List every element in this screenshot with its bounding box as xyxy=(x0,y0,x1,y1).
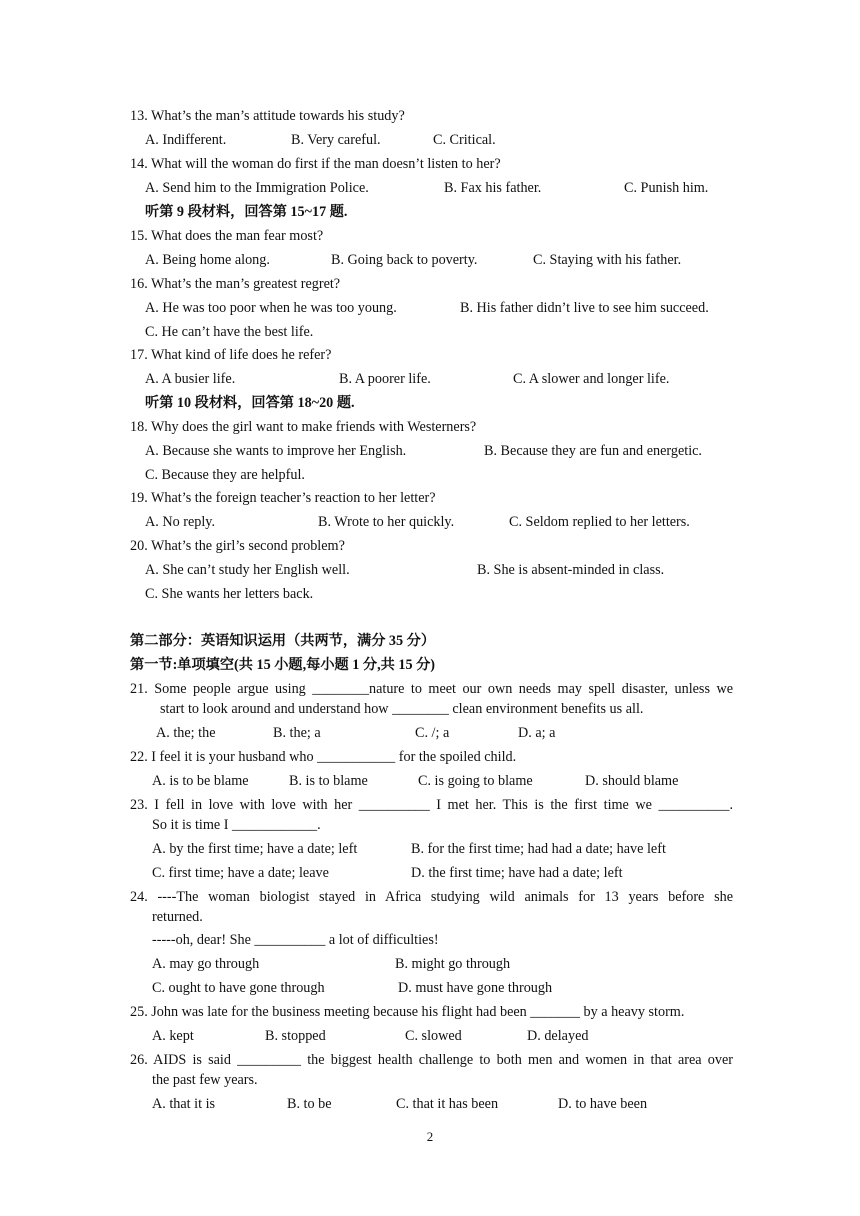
option-20a: A. She can’t study her English well. xyxy=(145,562,350,578)
option-22b: B. is to blame xyxy=(289,773,368,789)
question-19: 19. What’s the foreign teacher’s reaction to her letter? xyxy=(130,490,436,506)
option-25d: D. delayed xyxy=(527,1028,589,1044)
option-22d: D. should blame xyxy=(585,773,679,789)
option-14b: B. Fax his father. xyxy=(444,180,542,196)
option-18b: B. Because they are fun and energetic. xyxy=(484,443,702,459)
question-20: 20. What’s the girl’s second problem? xyxy=(130,538,345,554)
option-22c: C. is going to blame xyxy=(418,773,533,789)
option-13c: C. Critical. xyxy=(433,132,496,148)
option-20b: B. She is absent-minded in class. xyxy=(477,562,665,578)
question-26: 26. AIDS is said _________ the biggest health challenge to both men and women in that area over xyxy=(130,1052,733,1068)
option-20c: C. She wants her letters back. xyxy=(145,586,314,602)
section-heading-10: 听第 10 段材料，回答第 18~20 题. xyxy=(145,395,355,411)
question-23: 23. I fell in love with love with her __________ I met her. This is the first time we __________. xyxy=(130,797,733,813)
question-21: 21. Some people argue using ________nature to meet our own needs may spell disaster, unless we xyxy=(130,681,733,697)
option-21d: D. a; a xyxy=(518,725,556,741)
question-16: 16. What’s the man’s greatest regret? xyxy=(130,276,341,292)
option-15c: C. Staying with his father. xyxy=(533,252,682,268)
option-26d: D. to have been xyxy=(558,1096,648,1112)
question-24: 24. ----The woman biologist stayed in Africa studying wild animals for 13 years before she xyxy=(130,889,733,905)
option-13b: B. Very careful. xyxy=(291,132,381,148)
question-24-reply: -----oh, dear! She __________ a lot of difficulties! xyxy=(152,932,439,948)
option-16c: C. He can’t have the best life. xyxy=(145,324,314,340)
option-26b: B. to be xyxy=(287,1096,332,1112)
section-one-heading: 第一节:单项填空(共 15 小题,每小题 1 分,共 15 分) xyxy=(130,657,436,673)
question-26-cont: the past few years. xyxy=(152,1072,258,1088)
option-19c: C. Seldom replied to her letters. xyxy=(509,514,690,530)
option-16a: A. He was too poor when he was too young. xyxy=(145,300,397,316)
question-15: 15. What does the man fear most? xyxy=(130,228,324,244)
option-18c: C. Because they are helpful. xyxy=(145,467,305,483)
option-15b: B. Going back to poverty. xyxy=(331,252,478,268)
page-number: 2 xyxy=(426,1129,434,1144)
section-heading-9: 听第 9 段材料，回答第 15~17 题. xyxy=(145,204,348,220)
option-22a: A. is to be blame xyxy=(152,773,249,789)
option-24d: D. must have gone through xyxy=(398,980,553,996)
option-23b: B. for the first time; had had a date; have left xyxy=(411,841,666,857)
question-23-cont: So it is time I ____________. xyxy=(152,817,321,833)
question-14: 14. What will the woman do first if the man doesn’t listen to her? xyxy=(130,156,501,172)
option-23d: D. the first time; have had a date; left xyxy=(411,865,623,881)
option-17a: A. A busier life. xyxy=(145,371,236,387)
option-21b: B. the; a xyxy=(273,725,321,741)
option-26c: C. that it has been xyxy=(396,1096,499,1112)
question-25: 25. John was late for the business meeting because his flight had been _______ by a heavy storm. xyxy=(130,1004,685,1020)
option-18a: A. Because she wants to improve her English. xyxy=(145,443,407,459)
option-25c: C. slowed xyxy=(405,1028,462,1044)
option-13a: A. Indifferent. xyxy=(145,132,227,148)
option-26a: A. that it is xyxy=(152,1096,216,1112)
question-21-cont: start to look around and understand how ________ clean environment benefits us all. xyxy=(160,701,644,717)
option-19a: A. No reply. xyxy=(145,514,216,530)
option-23a: A. by the first time; have a date; left xyxy=(152,841,358,857)
question-13: 13. What’s the man’s attitude towards his study? xyxy=(130,108,405,124)
option-15a: A. Being home along. xyxy=(145,252,270,268)
option-25b: B. stopped xyxy=(265,1028,326,1044)
option-17c: C. A slower and longer life. xyxy=(513,371,670,387)
option-24c: C. ought to have gone through xyxy=(152,980,325,996)
question-17: 17. What kind of life does he refer? xyxy=(130,347,332,363)
option-24a: A. may go through xyxy=(152,956,260,972)
option-14c: C. Punish him. xyxy=(624,180,709,196)
option-24b: B. might go through xyxy=(395,956,511,972)
option-16b: B. His father didn’t live to see him succeed. xyxy=(460,300,709,316)
option-21c: C. /; a xyxy=(415,725,450,741)
option-17b: B. A poorer life. xyxy=(339,371,431,387)
option-25a: A. kept xyxy=(152,1028,194,1044)
question-24-cont: returned. xyxy=(152,909,203,925)
part-two-heading: 第二部分：英语知识运用（共两节，满分 35 分） xyxy=(130,633,436,649)
option-19b: B. Wrote to her quickly. xyxy=(318,514,455,530)
option-21a: A. the; the xyxy=(156,725,216,741)
question-18: 18. Why does the girl want to make friends with Westerners? xyxy=(130,419,477,435)
question-22: 22. I feel it is your husband who ___________ for the spoiled child. xyxy=(130,749,517,765)
option-23c: C. first time; have a date; leave xyxy=(152,865,329,881)
option-14a: A. Send him to the Immigration Police. xyxy=(145,180,369,196)
